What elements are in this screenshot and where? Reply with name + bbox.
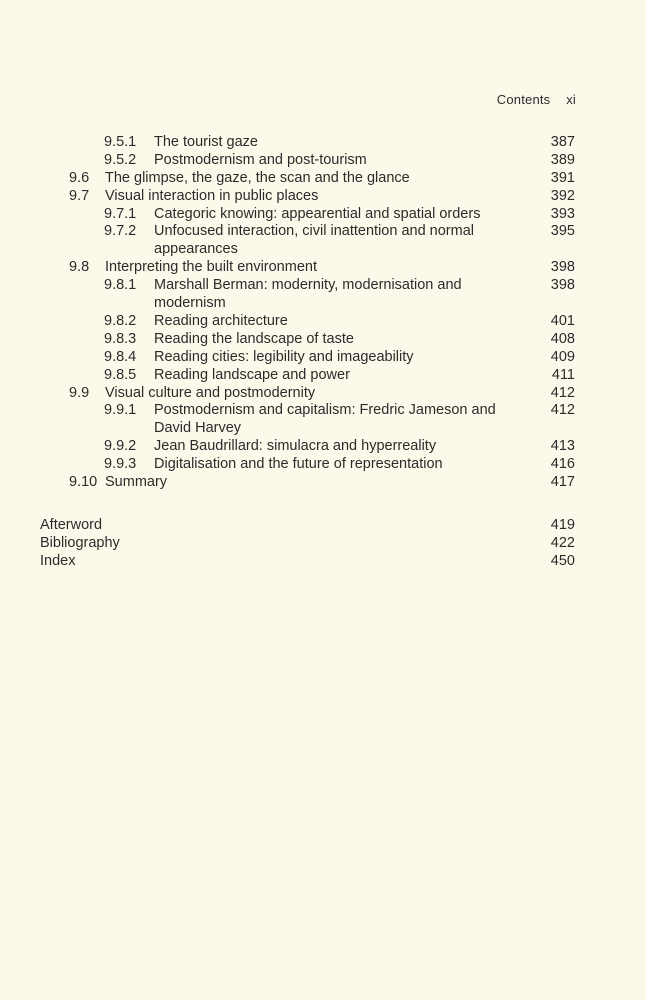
running-head-title: Contents bbox=[496, 92, 551, 107]
page-number: xi bbox=[566, 92, 576, 107]
toc-entry bbox=[0, 349, 646, 367]
toc-entry-page: 398 bbox=[550, 277, 575, 294]
toc-entry bbox=[0, 474, 646, 492]
toc-entry-title: Postmodernism and post-tourism bbox=[154, 151, 367, 168]
toc-entry-page: 389 bbox=[550, 151, 575, 168]
toc-entry bbox=[0, 134, 646, 152]
toc-entry bbox=[0, 438, 646, 456]
toc-entry-title: Categoric knowing: appearential and spatial orders bbox=[154, 205, 481, 222]
toc-entry-number: 9.5.2 bbox=[104, 151, 137, 168]
toc-entry-page: 412 bbox=[550, 402, 575, 419]
toc-entry-title: Reading cities: legibility and imageability bbox=[154, 348, 414, 365]
toc-entry-title: Visual culture and postmodernity bbox=[105, 384, 316, 401]
toc-entry-page: 393 bbox=[550, 205, 575, 222]
toc-entry-page: 413 bbox=[550, 438, 575, 455]
toc-entry-page: 416 bbox=[550, 456, 575, 473]
toc-entry-title: Jean Baudrillard: simulacra and hyperreality bbox=[154, 438, 437, 455]
running-head bbox=[497, 92, 576, 107]
toc-end-matter-entry bbox=[0, 535, 646, 553]
toc-entry-page: 417 bbox=[550, 473, 575, 490]
toc-entry-title: Reading the landscape of taste bbox=[154, 330, 354, 347]
toc-entry-page: 387 bbox=[550, 134, 575, 150]
toc-entry-title: Reading landscape and power bbox=[154, 366, 350, 383]
toc-entry-number: 9.7.1 bbox=[104, 205, 137, 222]
toc-entry bbox=[0, 152, 646, 170]
toc-entry-number: 9.9.1 bbox=[104, 402, 137, 419]
toc-entry-page: 409 bbox=[550, 348, 575, 365]
toc-entry-number: 9.7.2 bbox=[104, 223, 137, 240]
toc-entry-title: Summary bbox=[105, 473, 168, 490]
toc-entry-page: 408 bbox=[550, 330, 575, 347]
toc-entry-page: 450 bbox=[550, 552, 575, 569]
toc-entry-number: 9.8.4 bbox=[104, 348, 137, 365]
toc-end-matter-entry bbox=[0, 517, 646, 535]
toc-entry-page: 395 bbox=[550, 223, 575, 240]
toc-entry-number: 9.7 bbox=[69, 187, 90, 204]
toc-entry bbox=[0, 313, 646, 331]
toc-entry-page: 401 bbox=[550, 312, 575, 329]
toc-entry bbox=[0, 331, 646, 349]
toc-entry-title: Marshall Berman: modernity, modernisation and modernism bbox=[154, 277, 462, 312]
toc-entry-number: 9.8.5 bbox=[104, 366, 137, 383]
toc-entry bbox=[0, 223, 646, 259]
toc-entry bbox=[0, 456, 646, 474]
toc-end-matter-entry bbox=[0, 553, 646, 571]
toc-entry-number: 9.5.1 bbox=[104, 134, 137, 150]
toc-entry-title: Interpreting the built environment bbox=[105, 259, 317, 276]
toc-entry bbox=[0, 277, 646, 313]
toc-entry-number: 9.9.3 bbox=[104, 456, 137, 473]
toc-entry-number: 9.8.1 bbox=[104, 277, 137, 294]
toc-entry bbox=[0, 170, 646, 188]
toc-entry-page: 391 bbox=[550, 169, 575, 186]
toc-entry-title: Reading architecture bbox=[154, 312, 288, 329]
toc-entry-number: 9.9 bbox=[69, 384, 90, 401]
toc-entry bbox=[0, 402, 646, 438]
toc-entry-title: Unfocused interaction, civil inattention and normal appearances bbox=[154, 223, 474, 258]
toc-entry-title: Afterword bbox=[40, 516, 103, 533]
toc-entry-number: 9.8 bbox=[69, 259, 90, 276]
toc-entry bbox=[0, 385, 646, 403]
toc-entry-title: Postmodernism and capitalism: Fredric Jameson and David Harvey bbox=[154, 402, 496, 437]
toc-entry-title: The tourist gaze bbox=[154, 134, 258, 150]
toc-entry-title: Index bbox=[40, 552, 76, 569]
toc-entry bbox=[0, 188, 646, 206]
toc-entry-page: 398 bbox=[550, 259, 575, 276]
toc-entry bbox=[0, 259, 646, 277]
toc-entry-title: Digitalisation and the future of representation bbox=[154, 456, 443, 473]
toc-entry-title: Visual interaction in public places bbox=[105, 187, 319, 204]
toc-entry-number: 9.6 bbox=[69, 169, 90, 186]
toc-entry-number: 9.8.3 bbox=[104, 330, 137, 347]
toc-entry-page: 392 bbox=[550, 187, 575, 204]
toc-entry-number: 9.8.2 bbox=[104, 312, 137, 329]
toc-entry-page: 422 bbox=[550, 534, 575, 551]
toc-entry-page: 412 bbox=[550, 384, 575, 401]
toc-entry-page: 411 bbox=[551, 366, 575, 383]
table-of-contents bbox=[0, 134, 646, 571]
toc-entry-title: The glimpse, the gaze, the scan and the glance bbox=[105, 169, 410, 186]
toc-entry-number: 9.9.2 bbox=[104, 438, 137, 455]
toc-entry-page: 419 bbox=[550, 516, 575, 533]
toc-entry-number: 9.10 bbox=[69, 473, 98, 490]
toc-entry bbox=[0, 367, 646, 385]
toc-entry-title: Bibliography bbox=[40, 534, 120, 551]
section-gap bbox=[0, 492, 646, 517]
toc-entry bbox=[0, 206, 646, 224]
